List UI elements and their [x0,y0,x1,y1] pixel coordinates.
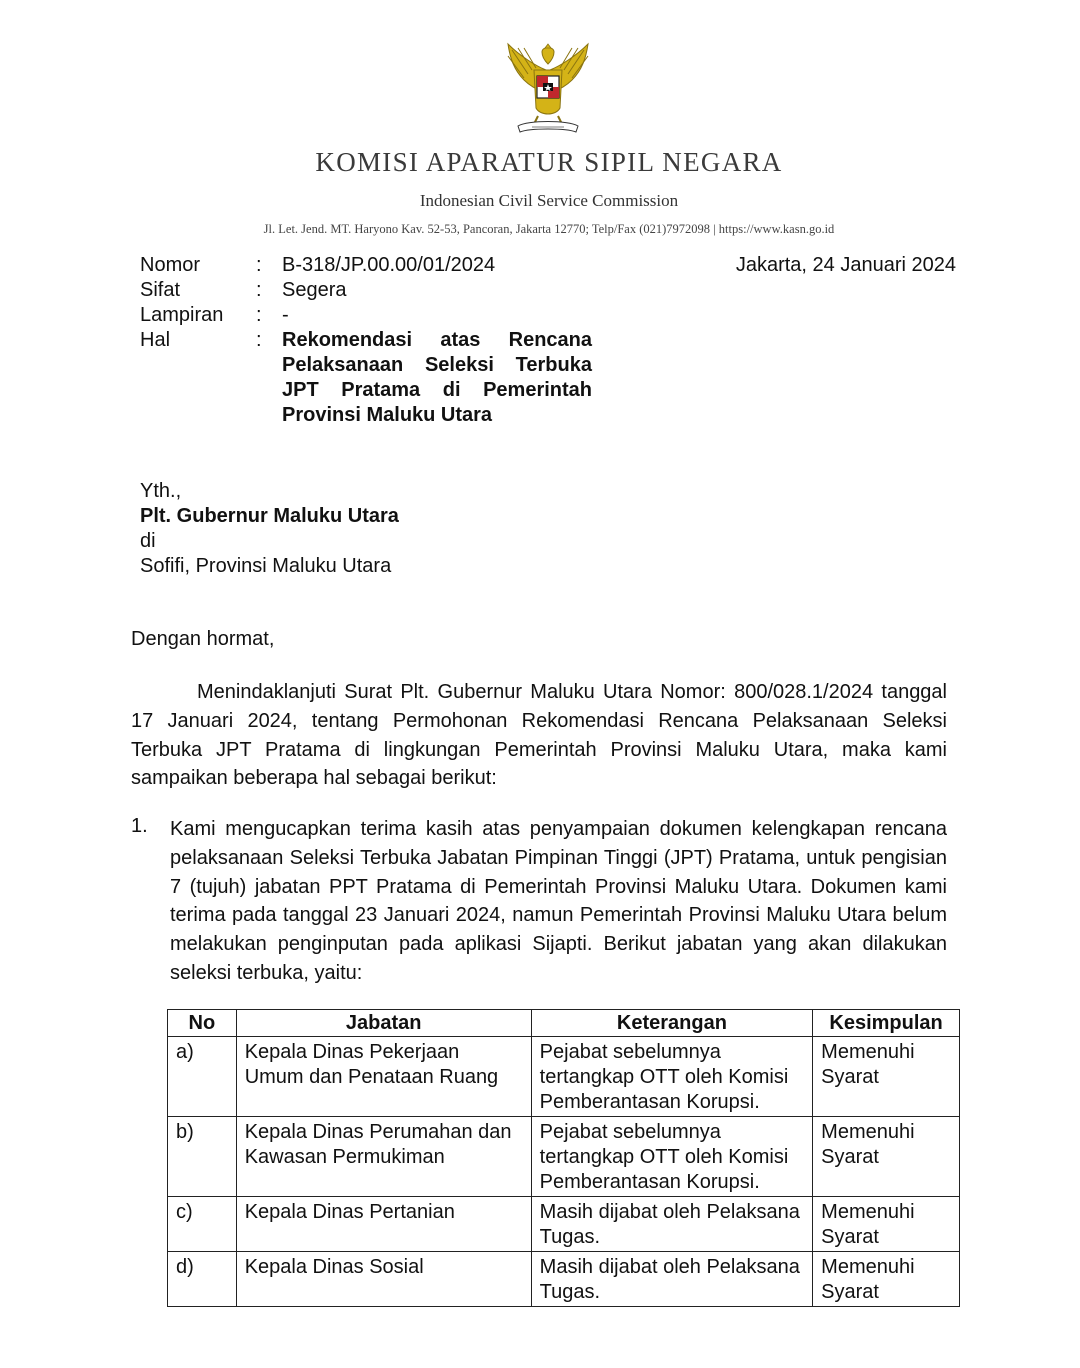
cell-keterangan: Pejabat sebelumnya tertangkap OTT oleh Komisi Pemberantasan Korupsi. [531,1037,813,1117]
header-jabatan: Jabatan [236,1010,531,1037]
cell-jabatan: Kepala Dinas Pertanian [236,1197,531,1252]
nomor-label: Nomor [140,254,201,276]
cell-kesimpulan: Memenuhi Syarat [813,1197,960,1252]
cell-kesimpulan: Memenuhi Syarat [813,1252,960,1307]
cell-jabatan: Kepala Dinas Sosial [236,1252,531,1307]
header-no: No [168,1010,237,1037]
lampiran-colon: : [256,304,262,326]
lampiran-value: - [282,304,289,326]
cell-no: b) [168,1117,237,1197]
header-kesimpulan: Kesimpulan [813,1010,960,1037]
header-keterangan: Keterangan [531,1010,813,1037]
nomor-colon: : [256,254,262,276]
organization-subtitle: Indonesian Civil Service Commission [419,191,679,210]
item-1-text: Kami mengucapkan terima kasih atas penyampaian dokumen kelengkapan rencana pelaksanaan Seleksi Terbuka Jabatan Pimpinan Tinggi (JPT) Pratama, untuk pengisian 7 (tujuh) jabatan PPT Pratama di Pemerintah Provinsi Maluku Utara. Dokumen kami terima pada tanggal 23 Januari 2024, namun Pemerintah Provinsi Maluku Utara belum melakukan penginputan pada aplikasi Sijapti. Berikut jabatan yang akan dilakukan seleksi terbuka, yaitu: [170,818,947,984]
hal-label: Hal [140,329,171,351]
table-header-row [168,1010,960,1037]
cell-kesimpulan: Memenuhi Syarat [813,1117,960,1197]
table-row [168,1197,960,1252]
item-1-number: 1. [131,815,148,837]
cell-keterangan: Pejabat sebelumnya tertangkap OTT oleh Komisi Pemberantasan Korupsi. [531,1117,813,1197]
recipient-location: Sofifi, Provinsi Maluku Utara [140,555,392,577]
cell-no: a) [168,1037,237,1117]
organization-name: KOMISI APARATUR SIPIL NEGARA [315,147,783,177]
cell-keterangan: Masih dijabat oleh Pelaksana Tugas. [531,1197,813,1252]
recipient-di: di [140,530,156,552]
hal-colon: : [256,329,262,351]
sifat-colon: : [256,279,262,301]
table-row [168,1117,960,1197]
greeting: Dengan hormat, [131,628,275,650]
sifat-label: Sifat [140,279,181,301]
jabatan-table [167,1009,960,1307]
cell-jabatan: Kepala Dinas Pekerjaan Umum dan Penataan Ruang [236,1037,531,1117]
opening-paragraph: Menindaklanjuti Surat Plt. Gubernur Maluku Utara Nomor: 800/028.1/2024 tanggal 17 Januari 2024, tentang Permohonan Rekomendasi Rencana Pelaksanaan Seleksi Terbuka JPT Pratama di lingkungan Pemerintah Provinsi Maluku Utara, maka kami sampaikan beberapa hal sebagai berikut: [131,681,947,790]
organization-address: Jl. Let. Jend. MT. Haryono Kav. 52-53, Pancoran, Jakarta 12770; Telp/Fax (021)7972098 | https://www.kasn.go.id [263,222,835,236]
cell-keterangan: Masih dijabat oleh Pelaksana Tugas. [531,1252,813,1307]
place-date: Jakarta, 24 Januari 2024 [735,254,956,276]
nomor-value: B-318/JP.00.00/01/2024 [282,254,496,276]
hal-value: Rekomendasi atas Rencana Pelaksanaan Seleksi Terbuka JPT Pratama di Pemerintah Provinsi Maluku Utara [282,329,592,426]
lampiran-label: Lampiran [140,304,224,326]
cell-jabatan: Kepala Dinas Perumahan dan Kawasan Permukiman [236,1117,531,1197]
sifat-value: Segera [282,279,347,301]
table-row [168,1037,960,1117]
recipient-name: Plt. Gubernur Maluku Utara [140,505,399,527]
recipient-salutation: Yth., [140,480,182,502]
cell-no: d) [168,1252,237,1307]
table-row [168,1252,960,1307]
cell-no: c) [168,1197,237,1252]
cell-kesimpulan: Memenuhi Syarat [813,1037,960,1117]
garuda-emblem-icon [498,40,598,140]
